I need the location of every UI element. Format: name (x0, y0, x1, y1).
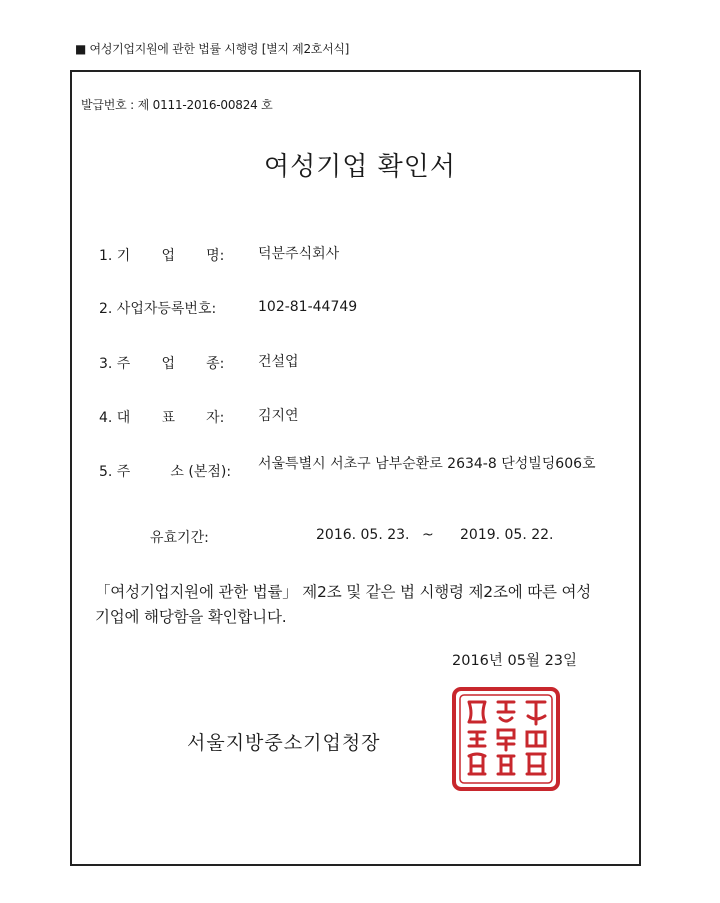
field-value-company-name: 덕분주식회사 (258, 246, 340, 262)
issuer-name: 서울지방중소기업청장 (187, 732, 381, 754)
validity-label: 유효기간: (150, 530, 209, 546)
field-label-industry: 3. 주 업 종: (99, 356, 225, 372)
issue-date: 2016년 05월 23일 (452, 653, 578, 669)
issue-number: 발급번호 : 제 0111-2016-00824 호 (81, 98, 273, 112)
validity-start-date: 2016. 05. 23. (316, 527, 410, 543)
official-seal-icon (451, 686, 561, 792)
field-label-company-name: 1. 기 업 명: (99, 248, 225, 264)
field-label-business-reg-no: 2. 사업자등록번호: (99, 301, 217, 317)
field-value-industry: 건설업 (258, 354, 299, 370)
field-value-business-reg-no: 102-81-44749 (258, 299, 358, 315)
confirmation-statement: 「여성기업지원에 관한 법률」 제2조 및 같은 법 시행령 제2조에 따른 여성기업에 해당함을 확인합니다. (95, 583, 592, 626)
field-value-representative: 김지연 (258, 408, 299, 424)
validity-separator: ~ (422, 527, 434, 543)
field-value-address: 서울특별시 서초구 남부순환로 2634-8 단성빌딩606호 (258, 456, 596, 472)
document-title: 여성기업 확인서 (263, 152, 457, 182)
field-label-address: 5. 주 소 (본점): (99, 464, 232, 480)
field-label-representative: 4. 대 표 자: (99, 410, 225, 426)
form-note: ■ 여성기업지원에 관한 법률 시행령 [별지 제2호서식] (75, 42, 350, 56)
validity-end-date: 2019. 05. 22. (460, 527, 554, 543)
